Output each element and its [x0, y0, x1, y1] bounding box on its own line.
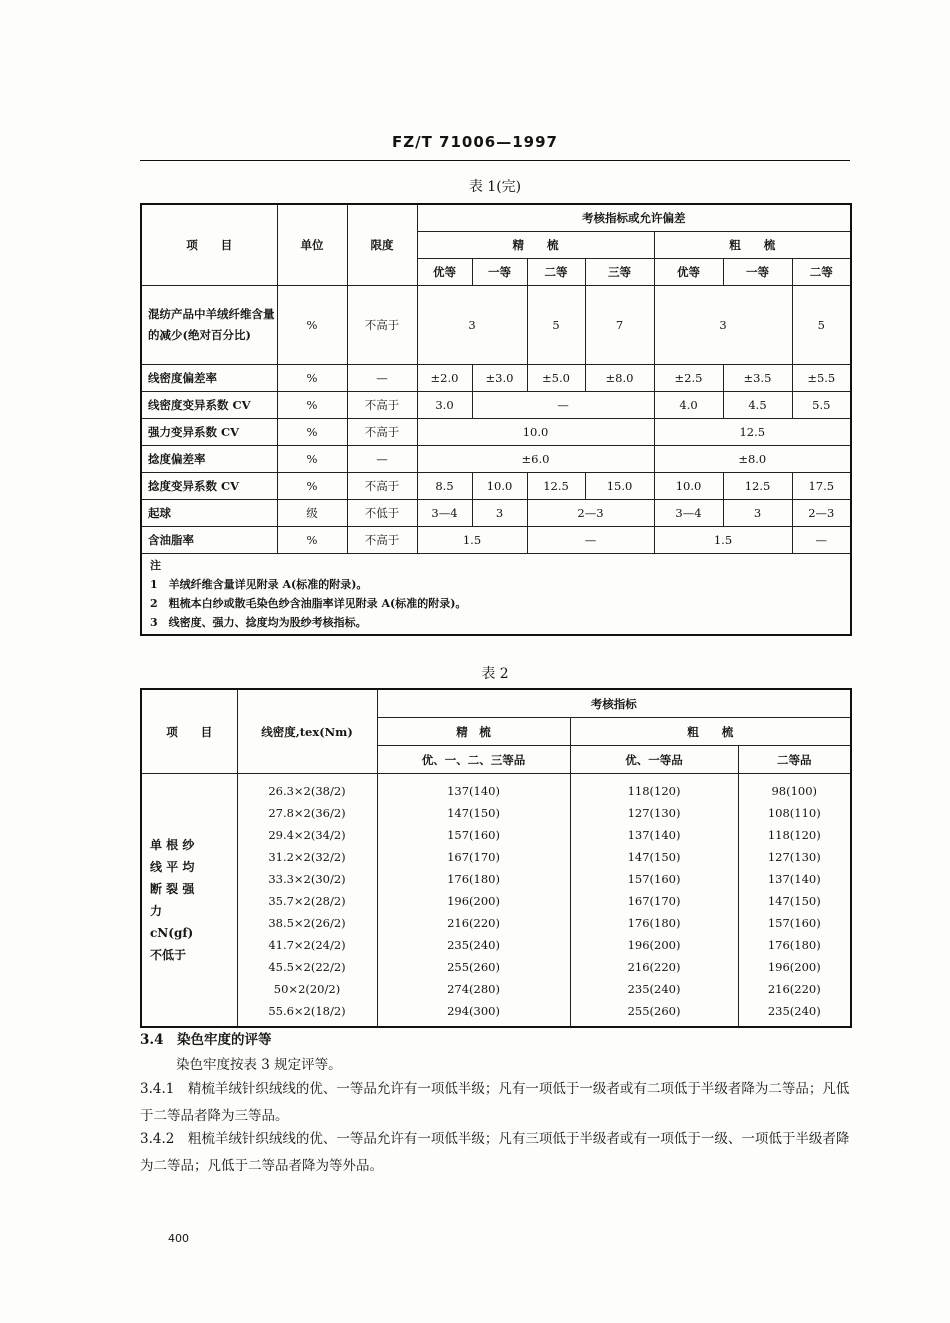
strength-value: 98(100): [771, 784, 818, 798]
row-label: 起球: [141, 500, 277, 527]
fine-column: [377, 774, 570, 1028]
table2: [140, 688, 852, 1028]
table-row: [141, 473, 851, 500]
row-unit: %: [277, 473, 347, 500]
grade-fine-2: 一等: [472, 259, 527, 286]
cell: ±3.5: [723, 365, 792, 392]
grade-coarse-2: 一等: [723, 259, 792, 286]
cell: ±3.0: [472, 365, 527, 392]
strength-value: 137(140): [767, 872, 821, 886]
row-unit: %: [277, 419, 347, 446]
strength-value: 147(150): [447, 806, 500, 820]
row-limit: 不高于: [347, 392, 417, 419]
density-value: 50×2(20/2): [273, 982, 341, 996]
strength-value: 157(160): [627, 872, 681, 886]
row-label: 捻度偏差率: [141, 446, 277, 473]
notes-heading: 注: [150, 559, 161, 572]
col-item: 项 目: [141, 204, 277, 286]
cell: ±8.0: [585, 365, 654, 392]
cell: 5: [792, 286, 851, 365]
cell: —: [527, 527, 654, 554]
cell: 5.5: [792, 392, 851, 419]
row-limit: —: [347, 365, 417, 392]
row-label: 线密度变异系数 CV: [141, 392, 277, 419]
strength-value: 216(220): [627, 960, 681, 974]
table1-notes: [141, 554, 851, 636]
density-column: [237, 774, 377, 1028]
strength-value: 274(280): [447, 982, 500, 996]
table-row: [141, 500, 851, 527]
row-unit: %: [277, 446, 347, 473]
cell: ±6.0: [417, 446, 654, 473]
table-row: [141, 392, 851, 419]
coarse2-column: [738, 774, 851, 1028]
label-line: 线 平 均: [150, 860, 195, 874]
grade-coarse-1: 优等: [654, 259, 723, 286]
section-heading: 3.4 染色牢度的评等: [140, 1032, 272, 1048]
cell: 10.0: [472, 473, 527, 500]
table-row: [141, 286, 851, 365]
row-label: 含油脂率: [141, 527, 277, 554]
label-line: 断 裂 强: [150, 882, 195, 896]
row-unit: %: [277, 392, 347, 419]
row-limit: 不低于: [347, 500, 417, 527]
header-rule: [140, 160, 850, 161]
col-density: 线密度,tex(Nm): [237, 689, 377, 774]
strength-value: 137(140): [627, 828, 681, 842]
col-group: 考核指标: [377, 689, 851, 718]
cell: 1.5: [654, 527, 792, 554]
label-line: 单 根 纱: [150, 838, 195, 852]
section-paragraph: 染色牢度按表 3 规定评等。: [176, 1057, 342, 1073]
row-limit: 不高于: [347, 286, 417, 365]
strength-value: 118(120): [627, 784, 681, 798]
cell: 3—4: [654, 500, 723, 527]
cell: 12.5: [723, 473, 792, 500]
cell: ±8.0: [654, 446, 851, 473]
row-limit: 不高于: [347, 473, 417, 500]
table-row: [141, 527, 851, 554]
row-unit: 级: [277, 500, 347, 527]
cell: 7: [585, 286, 654, 365]
row-label: [141, 774, 237, 1028]
note-item: 1 羊绒纤维含量详见附录 A(标准的附录)。: [150, 578, 368, 591]
cell: 2—3: [792, 500, 851, 527]
col-fine: 精 梳: [377, 718, 570, 746]
coarse1-column: [570, 774, 738, 1028]
row-label: 捻度变异系数 CV: [141, 473, 277, 500]
grade-coarse-1: 优、一等品: [570, 746, 738, 774]
cell: 12.5: [654, 419, 851, 446]
cell: 12.5: [527, 473, 585, 500]
grade-coarse-3: 二等: [792, 259, 851, 286]
table2-caption: 表 2: [481, 666, 509, 682]
cell: 10.0: [417, 419, 654, 446]
cell: 15.0: [585, 473, 654, 500]
strength-value: 157(160): [767, 916, 821, 930]
document-code: FZ/T 71006—1997: [392, 133, 558, 151]
strength-value: 235(240): [767, 1004, 821, 1018]
strength-value: 108(110): [767, 806, 821, 820]
strength-value: 294(300): [447, 1004, 500, 1018]
cell: 17.5: [792, 473, 851, 500]
col-unit: 单位: [277, 204, 347, 286]
cell: 8.5: [417, 473, 472, 500]
strength-value: 118(120): [767, 828, 821, 842]
strength-value: 137(140): [447, 784, 500, 798]
cell: 4.0: [654, 392, 723, 419]
cell: 3: [472, 500, 527, 527]
density-value: 55.6×2(18/2): [268, 1004, 346, 1018]
label-line: 力: [150, 904, 163, 918]
grade-fine-4: 三等: [585, 259, 654, 286]
strength-value: 216(220): [767, 982, 821, 996]
cell: 3.0: [417, 392, 472, 419]
strength-value: 147(150): [767, 894, 821, 908]
density-value: 45.5×2(22/2): [268, 960, 346, 974]
cell: ±2.0: [417, 365, 472, 392]
row-limit: —: [347, 446, 417, 473]
cell: ±5.5: [792, 365, 851, 392]
strength-value: 127(130): [767, 850, 821, 864]
cell: 1.5: [417, 527, 527, 554]
row-unit: %: [277, 286, 347, 365]
label-line: 不低于: [150, 948, 187, 962]
density-value: 41.7×2(24/2): [268, 938, 346, 952]
density-value: 26.3×2(38/2): [268, 784, 346, 798]
strength-value: 196(200): [447, 894, 500, 908]
strength-value: 176(180): [767, 938, 821, 952]
cell: —: [792, 527, 851, 554]
row-limit: 不高于: [347, 527, 417, 554]
grade-coarse-2: 二等品: [738, 746, 851, 774]
cell: 3—4: [417, 500, 472, 527]
cell: 3: [417, 286, 527, 365]
table-row: [141, 365, 851, 392]
note-item: 3 线密度、强力、捻度均为股纱考核指标。: [150, 616, 367, 629]
row-unit: %: [277, 365, 347, 392]
density-value: 33.3×2(30/2): [268, 872, 346, 886]
strength-value: 167(170): [627, 894, 681, 908]
row-label: 混纺产品中羊绒纤维含量的减少(绝对百分比): [141, 286, 277, 365]
col-group: 考核指标或允许偏差: [417, 204, 851, 232]
note-item: 2 粗梳本白纱或散毛染色纱含油脂率详见附录 A(标准的附录)。: [150, 597, 467, 610]
strength-value: 176(180): [447, 872, 500, 886]
cell: 5: [527, 286, 585, 365]
clause-3-4-2: 3.4.2 粗梳羊绒针织绒线的优、一等品允许有一项低半级；凡有三项低于半级者或有一项低于一级、一项低于半级者降为二等品；凡低于二等品者降为等外品。: [140, 1131, 850, 1174]
strength-value: 127(130): [627, 806, 681, 820]
table-row: [141, 446, 851, 473]
density-value: 38.5×2(26/2): [268, 916, 346, 930]
cell: 4.5: [723, 392, 792, 419]
strength-value: 235(240): [447, 938, 500, 952]
row-unit: %: [277, 527, 347, 554]
page-number: 400: [168, 1232, 189, 1245]
col-coarse: 粗 梳: [570, 718, 851, 746]
label-line: cN(gf): [150, 926, 194, 940]
row-label: 强力变异系数 CV: [141, 419, 277, 446]
grade-fine: 优、一、二、三等品: [377, 746, 570, 774]
row-limit: 不高于: [347, 419, 417, 446]
col-coarse: 粗 梳: [654, 232, 851, 259]
strength-value: 196(200): [627, 938, 681, 952]
cell: —: [472, 392, 654, 419]
strength-value: 235(240): [627, 982, 681, 996]
density-value: 35.7×2(28/2): [268, 894, 346, 908]
strength-value: 196(200): [767, 960, 821, 974]
cell: 3: [654, 286, 792, 365]
col-item: 项 目: [141, 689, 237, 774]
cell: 10.0: [654, 473, 723, 500]
density-value: 29.4×2(34/2): [268, 828, 346, 842]
col-limit: 限度: [347, 204, 417, 286]
strength-value: 255(260): [627, 1004, 681, 1018]
strength-value: 176(180): [627, 916, 681, 930]
table1: [140, 203, 852, 636]
strength-value: 157(160): [447, 828, 500, 842]
cell: 3: [723, 500, 792, 527]
grade-fine-1: 优等: [417, 259, 472, 286]
table1-caption: 表 1(完): [468, 179, 522, 195]
strength-value: 167(170): [447, 850, 500, 864]
cell: ±2.5: [654, 365, 723, 392]
strength-value: 255(260): [447, 960, 500, 974]
grade-fine-3: 二等: [527, 259, 585, 286]
strength-value: 147(150): [627, 850, 681, 864]
cell: 2—3: [527, 500, 654, 527]
density-value: 31.2×2(32/2): [268, 850, 346, 864]
table-row: [141, 419, 851, 446]
clause-3-4-1: 3.4.1 精梳羊绒针织绒线的优、一等品允许有一项低半级；凡有一项低于一级者或有二项低于半级者降为二等品；凡低于二等品者降为三等品。: [140, 1081, 850, 1124]
strength-value: 216(220): [447, 916, 500, 930]
cell: ±5.0: [527, 365, 585, 392]
row-label: 线密度偏差率: [141, 365, 277, 392]
density-value: 27.8×2(36/2): [268, 806, 346, 820]
col-fine: 精 梳: [417, 232, 654, 259]
